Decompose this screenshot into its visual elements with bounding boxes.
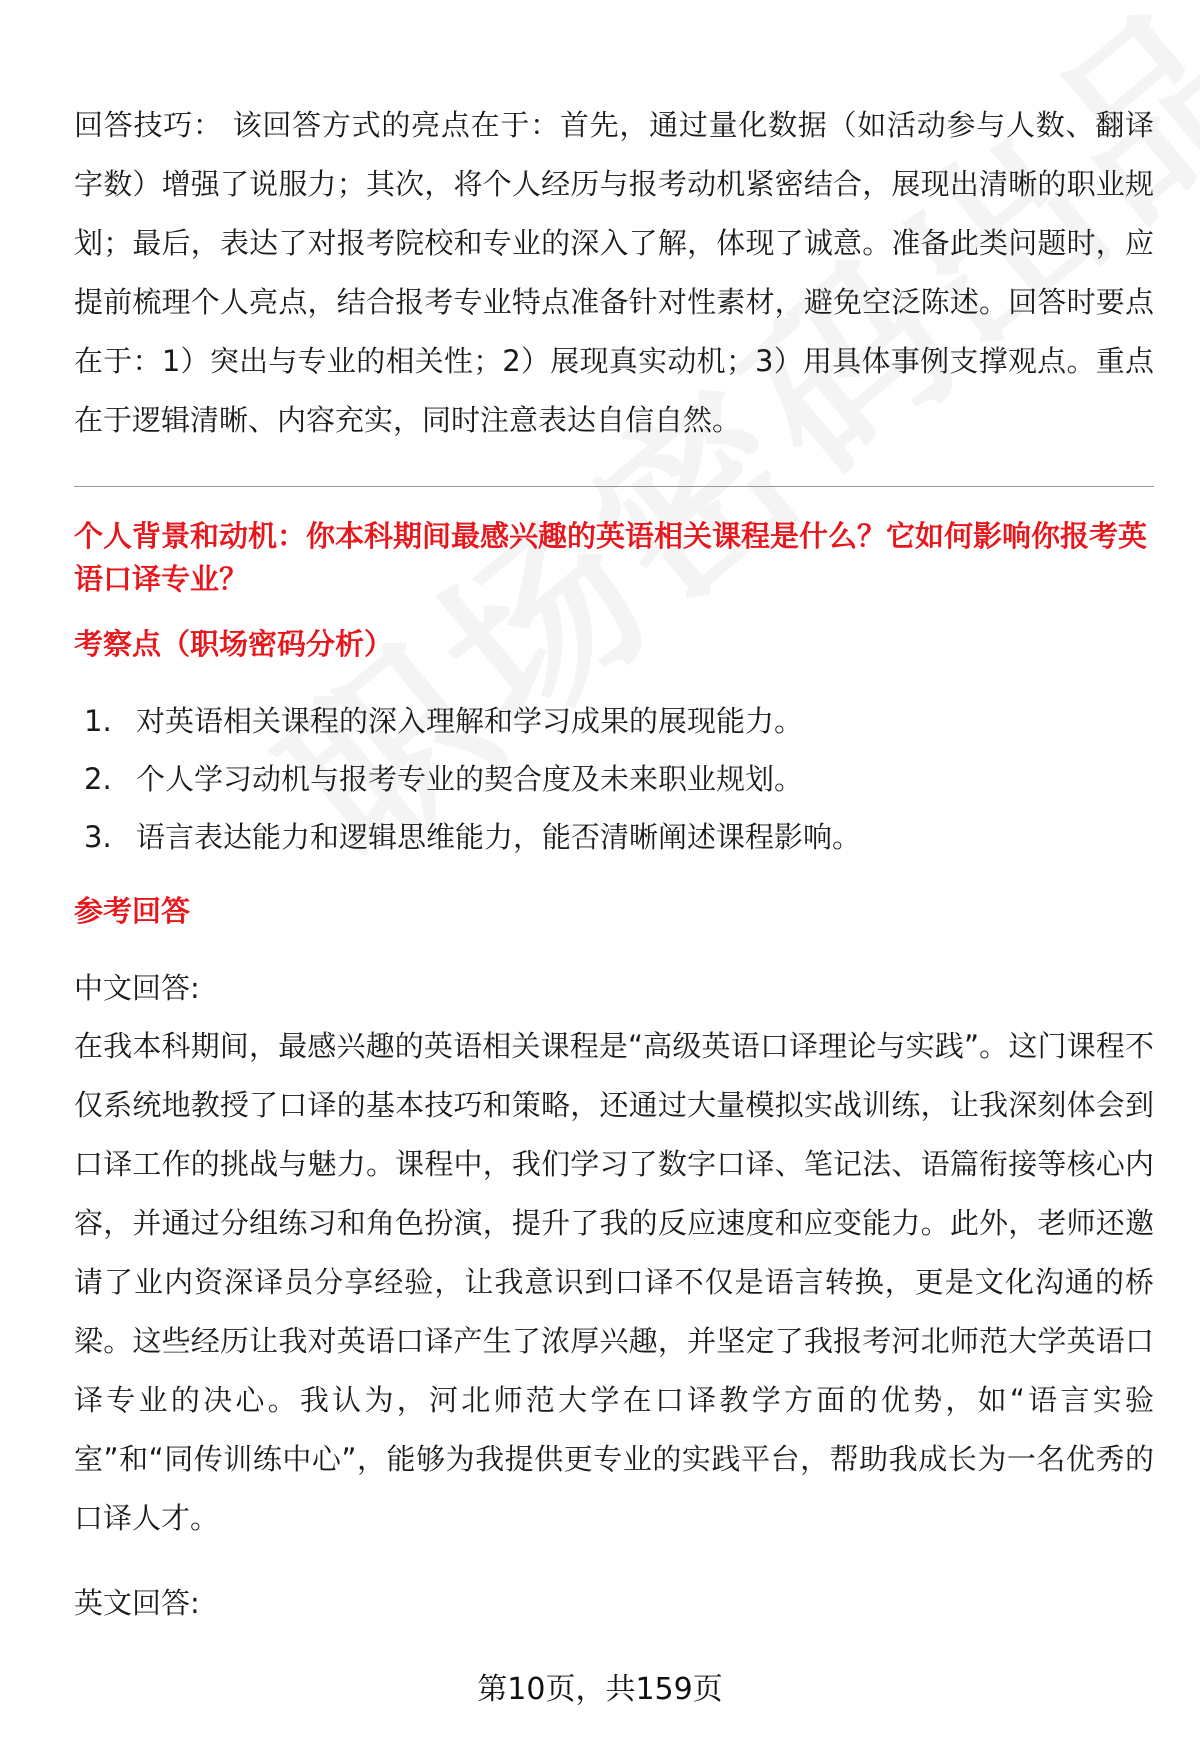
document-page [74, 96, 1154, 1632]
english-answer-label: 英文回答: [74, 1586, 200, 1620]
list-item-text: 个人学习动机与报考专业的契合度及未来职业规划。 [136, 762, 804, 796]
answer-tips-paragraph: 回答技巧： 该回答方式的亮点在于：首先，通过量化数据（如活动参与人数、翻译字数）增强了说服力；其次，将个人经历与报考动机紧密结合，展现出清晰的职业规划；最后，表达了对报考院校和专业的深入了解，体现了诚意。准备此类问题时，应提前梳理个人亮点，结合报考专业特点准备针对性素材，避免空泛陈述。回答时要点在于：1）突出与专业的相关性；2）展现真实动机；3）用具体事例支撑观点。重点在于逻辑清晰、内容充实，同时注意表达自信自然。 [74, 108, 1154, 437]
list-item [74, 692, 1154, 750]
question-title: 个人背景和动机：你本科期间最感兴趣的英语相关课程是什么？它如何影响你报考英语口译专业？ [74, 519, 1148, 596]
page-number-footer: 第10页，共159页 [477, 1672, 723, 1707]
list-item [74, 750, 1154, 808]
list-item-text: 对英语相关课程的深入理解和学习成果的展现能力。 [136, 704, 804, 738]
section-divider [74, 486, 1154, 487]
exam-points-list [74, 692, 1154, 866]
exam-points-heading: 考察点（职场密码分析） [74, 627, 394, 661]
chinese-answer-label: 中文回答: [74, 971, 200, 1005]
chinese-answer-paragraph: 在我本科期间，最感兴趣的英语相关课程是“高级英语口译理论与实践”。这门课程不仅系统地教授了口译的基本技巧和策略，还通过大量模拟实战训练，让我深刻体会到口译工作的挑战与魅力。课程中，我们学习了数字口译、笔记法、语篇衔接等核心内容，并通过分组练习和角色扮演，提升了我的反应速度和应变能力。此外，老师还邀请了业内资深译员分享经验，让我意识到口译不仅是语言转换，更是文化沟通的桥梁。这些经历让我对英语口译产生了浓厚兴趣，并坚定了我报考河北师范大学英语口译专业的决心。我认为，河北师范大学在口译教学方面的优势，如“语言实验室”和“同传训练中心”，能够为我提供更专业的实践平台，帮助我成长为一名优秀的口译人才。 [74, 1029, 1154, 1535]
list-item [74, 808, 1154, 866]
reference-answer-heading: 参考回答 [74, 894, 191, 928]
list-item-number: 1. [84, 704, 112, 738]
list-item-text: 语言表达能力和逻辑思维能力，能否清晰阐述课程影响。 [136, 820, 862, 854]
list-item-number: 2. [84, 762, 112, 796]
list-item-number: 3. [84, 820, 112, 854]
